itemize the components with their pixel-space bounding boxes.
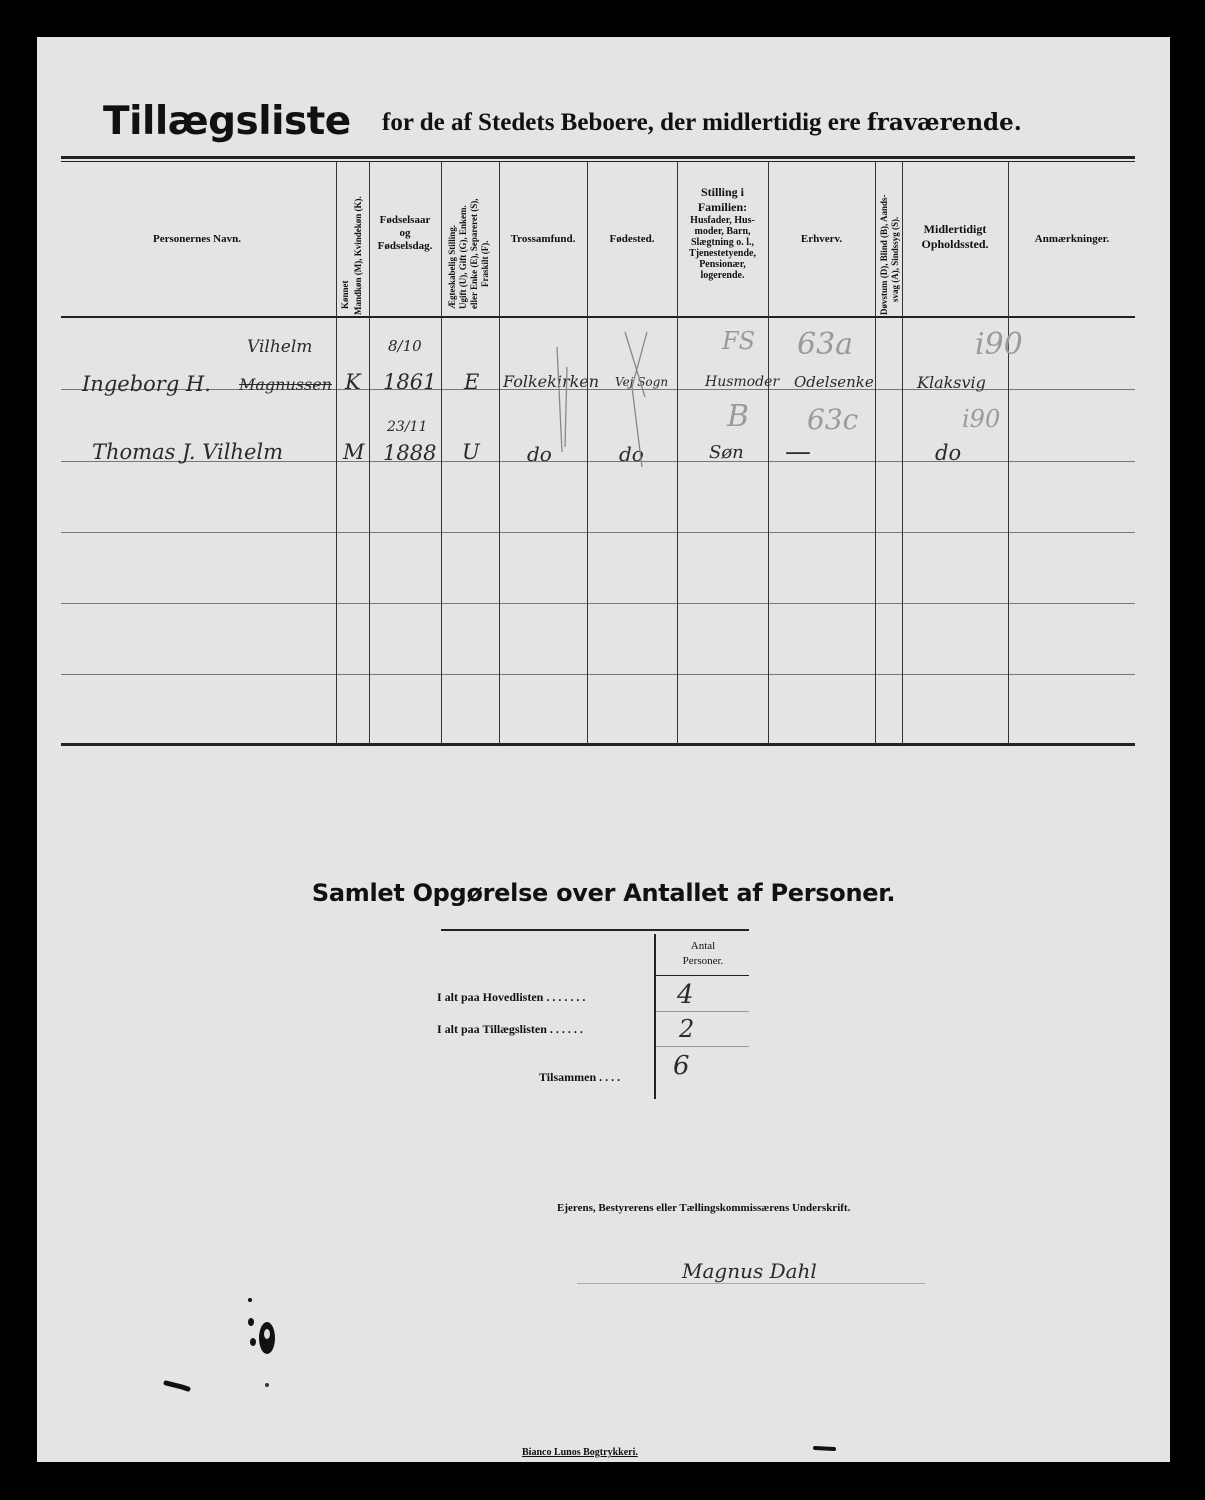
row1-name-insert: Vilhelm [247,337,313,357]
row2-occupation: — [785,437,811,467]
header-birth-line1: Fødselsaar [379,214,431,226]
row1-religion: Folkekirken [503,372,600,391]
row2-marital: U [462,440,480,464]
row2-occupation-code: 63c [807,403,859,436]
row1-birthplace: Vej Sogn [615,375,669,389]
header-birthplace: Fødested. [609,233,655,245]
row1-occupation-code: 63a [797,327,854,362]
summary-supplement-label: I alt paa Tillægslisten . . . . . . [437,1022,583,1036]
form-subtitle [382,109,1022,137]
row2-family-role: Søn [709,442,744,463]
table-top-rule-thin [61,161,1135,162]
header-disability-line2: svag (A), Sindssyg (S). [890,216,900,302]
header-temp-line1: Midlertidigt [923,222,987,236]
row2-birth-date: 23/11 [387,419,428,435]
row2-name: Thomas J. Vilhelm [92,440,284,464]
signature-line [577,1283,925,1284]
row1-family-code: FS [722,327,756,355]
row2-religion: do [527,442,552,466]
header-family-line4: moder, Barn, [694,226,751,237]
row2-temp-code: i90 [962,405,1001,433]
row1-family-role: Husmoder [705,374,780,390]
form-title: Tillægsliste [103,99,351,144]
header-sex-line2: Mandkøn (M), Kvindekøn (K). [353,196,363,315]
row1-name-struck: Magnussen [239,375,332,394]
header-name: Personernes Navn. [153,233,241,245]
header-religion: Trossamfund. [510,233,576,245]
column-divider [875,161,876,745]
summary-main-list-value: 4 [677,980,694,1010]
summary-title: Samlet Opgørelse over Antallet af Personer. [311,879,896,907]
summary-total-label: Tilsammen . . . . [539,1070,621,1084]
table-top-rule [61,156,1135,159]
header-marital-line3: eller Enke (E), Separeret (S), [469,198,479,309]
row1-temp-residence: Klaksvig [917,373,986,392]
summary-col-header [657,939,749,969]
summary-divider [654,934,656,1099]
header-disability-line1: Døvstum (D), Blind (B), Aands- [879,194,889,315]
ink-blot-marks [237,1292,297,1412]
header-birth [369,214,441,253]
header-occupation: Erhverv. [800,233,843,245]
row2-birthplace: do [619,442,644,466]
row2-temp-residence: do [935,441,962,465]
summary-row-rule [656,1046,749,1047]
printer-imprint: Bianco Lunos Bogtrykkeri. [522,1447,638,1458]
summary-total-value: 6 [673,1051,690,1081]
header-bottom-rule [61,316,1135,318]
column-divider [499,161,500,745]
header-birth-line2: og [399,227,411,239]
signature-handwritten: Magnus Dahl [682,1259,817,1283]
table-bottom-rule [61,743,1135,746]
summary-col-header-line1: Antal [690,940,716,952]
header-marital-line2: Ugift (U), Gift (G), Enkem. [458,205,468,309]
header-family-position [677,185,768,281]
header-remarks: Anmærkninger. [1034,233,1110,245]
header-family-line7: Pensionær, [699,259,746,270]
row1-occupation: Odelsenke [794,373,874,391]
row1-temp-code: i90 [975,327,1023,362]
census-form-page [37,37,1170,1462]
ink-smudge [162,1377,202,1397]
column-divider [336,161,337,745]
header-family-line8: logerende. [700,270,745,281]
header-family-line3: Husfader, Hus- [690,215,755,226]
column-divider [768,161,769,745]
header-temp-line2: Opholdssted. [921,237,989,251]
row2-birth-year: 1888 [383,441,437,465]
row-divider [61,674,1135,675]
row-divider [61,603,1135,604]
header-marital-line1: Ægteskabelig Stilling. [447,224,457,309]
header-family-line5: Slægtning o. l., [690,237,755,248]
signature-caption: Ejerens, Bestyrerens eller Tællingskommissærens Underskrift. [557,1202,851,1214]
row2-family-code: B [727,399,750,434]
header-birth-line3: Fødselsdag. [377,240,433,252]
column-divider [1008,161,1009,745]
summary-row-rule [656,1011,749,1012]
row2-sex: M [343,440,365,464]
summary-col-header-line2: Personer. [682,955,724,967]
header-family-line2: Familien: [697,200,748,214]
header-temp-residence [902,222,1008,252]
row1-birth-date: 8/10 [388,337,422,355]
summary-supplement-value: 2 [679,1015,695,1043]
header-family-line1: Stilling i [700,185,744,199]
ink-dash [812,1442,842,1454]
summary-main-list-label: I alt paa Hovedlisten . . . . . . . [437,990,586,1004]
summary-top-rule [441,929,749,931]
column-divider [441,161,442,745]
row1-birth-year: 1861 [383,370,437,394]
form-subtitle-text: for de af Stedets Beboere, der midlertidig ere [382,109,861,136]
row-divider [61,532,1135,533]
header-family-line6: Tjenestetyende, [689,248,756,259]
row1-sex: K [345,370,361,394]
row1-name: Ingeborg H. [82,372,211,396]
form-subtitle-emphasis: fraværende. [866,109,1022,136]
row1-marital: E [464,370,480,394]
header-sex-line1: Kønnet [340,280,350,309]
summary-header-rule [656,975,749,976]
pencil-cross-marks [537,327,677,467]
header-marital-line4: Fraskilt (F). [480,240,490,287]
